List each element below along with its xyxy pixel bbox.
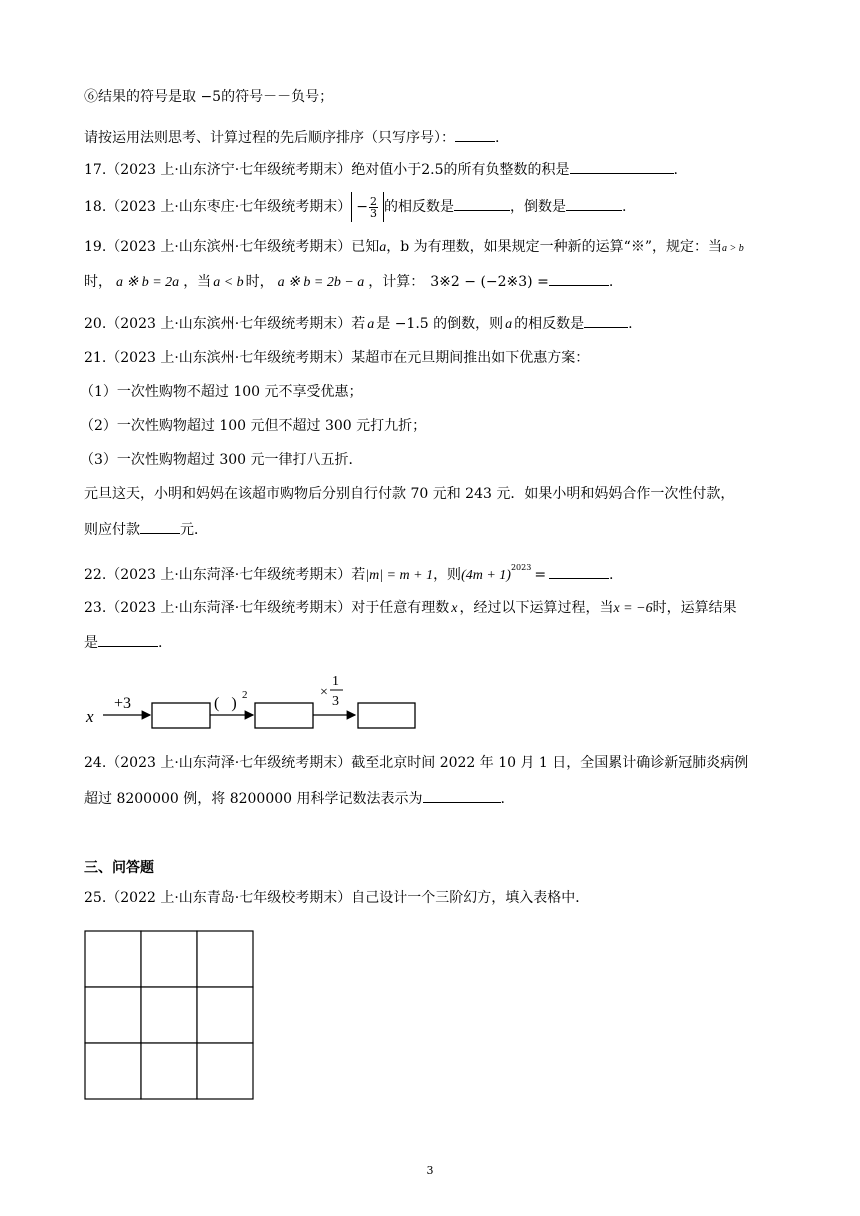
q18-abs-value: − $\frac{2}{3}$ — [351, 192, 384, 222]
order-instruction — [84, 126, 499, 148]
period: . — [608, 274, 614, 290]
q17-number: 2.5 — [421, 162, 444, 178]
answer-blank[interactable] — [584, 312, 628, 328]
grid-cell[interactable] — [85, 931, 141, 987]
period: . — [621, 199, 627, 215]
q22-text: 22.（2023 上·山东菏泽·七年级统考期末）若 — [84, 567, 366, 583]
q18-text-3: ，倒数是 — [509, 199, 566, 215]
q22-power-exponent: 2023 — [510, 563, 532, 572]
flow-op-square-exponent: 2 — [242, 689, 248, 701]
grid-cell[interactable] — [141, 931, 197, 987]
answer-blank[interactable] — [140, 518, 180, 534]
answer-blank[interactable] — [566, 195, 622, 211]
flow-op-fraction-denominator: 3 — [332, 694, 339, 709]
equals-sign: = — [534, 567, 547, 583]
q17-text-2: 的所有负整数的积是 — [443, 162, 570, 178]
q21-option-3: （3）一次性购物超过 300 元一律打八五折． — [80, 452, 363, 468]
q18-text: 18.（2023 上·山东枣庄·七年级统考期末） — [84, 199, 352, 215]
flow-input-x: x — [86, 707, 94, 726]
var-x: x — [451, 601, 458, 616]
flow-box-2 — [255, 703, 313, 728]
question-25: 25.（2022 上·山东青岛·七年级校考期末）自己设计一个三阶幻方，填入表格中． — [84, 890, 590, 906]
question-19-line-1 — [84, 237, 744, 259]
answer-blank[interactable] — [549, 270, 609, 286]
q19-condition-gt: a > b — [721, 243, 744, 254]
q19-rule-1: a ※ b = 2a — [116, 275, 180, 290]
flow-op-add-3: +3 — [114, 695, 132, 712]
period: . — [158, 635, 163, 651]
q20-text-2: 是 −1.5 的倒数，则 — [376, 316, 504, 332]
answer-blank[interactable] — [98, 631, 158, 647]
q19-text: 19.（2023 上·山东滨州·七年级统考期末）已知 — [84, 239, 380, 255]
question-23-line-1 — [84, 598, 737, 619]
q21-answer-line — [84, 518, 208, 540]
grid-cell[interactable] — [141, 987, 197, 1043]
q17-text: 17.（2023 上·山东济宁·七年级统考期末）绝对值小于 — [84, 162, 422, 178]
step-6-text: ⑥结果的符号是取 −5的符号－－负号； — [84, 89, 334, 105]
q20-text-3: 的相反数是 — [514, 316, 585, 332]
q22-text-2: ，则 — [433, 567, 462, 583]
question-23-line-2 — [84, 631, 162, 653]
q18-text-2: 的相反数是 — [383, 199, 454, 215]
q19-condition-lt: a < b — [213, 275, 244, 290]
q19-text-3: 时， — [84, 274, 112, 290]
question-18 — [84, 192, 626, 222]
flow-op-times: × — [320, 685, 328, 700]
answer-blank[interactable] — [454, 195, 510, 211]
question-19-line-2 — [84, 270, 613, 293]
order-instruction-text: 请按运用法则思考、计算过程的先后顺序排序（只写序号）： — [84, 130, 455, 146]
q23-text-3: 时，运算结果 — [652, 600, 737, 616]
q21-option-1: （1）一次性购物不超过 100 元不享受优惠； — [80, 384, 363, 400]
q23-text-4: 是 — [84, 635, 98, 651]
grid-cell[interactable] — [197, 987, 253, 1043]
q21-text: 则应付款 — [84, 522, 140, 538]
question-20 — [84, 312, 633, 335]
section-title: 三、问答题 — [84, 860, 154, 876]
q19-text-6: ，计算： — [368, 274, 425, 290]
q19-rule-2: a ※ b = 2b − a — [277, 275, 365, 290]
period: . — [495, 130, 500, 146]
question-24-line-1: 24.（2023 上·山东菏泽·七年级统考期末）截至北京时间 2022 年 10 月 1 日，全国累计确诊新冠肺炎病例 — [84, 755, 749, 771]
period: . — [609, 567, 614, 583]
answer-blank[interactable] — [549, 563, 609, 579]
q23-text-2: ，经过以下运算过程，当 — [459, 600, 614, 616]
q19-text-4: ，当 — [183, 274, 212, 290]
q21-option-2: （2）一次性购物超过 100 元但不超过 300 元打九折； — [80, 418, 427, 434]
flow-op-square: ( ) — [214, 695, 237, 712]
var-a: a — [505, 317, 513, 332]
flow-op-fraction-numerator: 1 — [332, 674, 339, 689]
question-21: 21.（2023 上·山东滨州·七年级统考期末）某超市在元旦期间推出如下优惠方案： — [84, 350, 590, 366]
answer-blank[interactable] — [570, 158, 674, 174]
question-22 — [84, 558, 614, 586]
grid-cell[interactable] — [85, 1043, 141, 1099]
q22-power-base: (4m + 1) — [461, 568, 511, 583]
grid-cell[interactable] — [197, 931, 253, 987]
var-a: a — [367, 317, 375, 332]
q24-text: 超过 8200000 例，将 8200000 用科学记数法表示为 — [84, 791, 423, 807]
var-a: a — [379, 240, 387, 255]
question-24-line-2 — [84, 787, 505, 809]
period: . — [628, 316, 633, 332]
fraction-denominator: 3 — [369, 206, 377, 220]
grid-cell[interactable] — [85, 987, 141, 1043]
page-number: 3 — [426, 1164, 434, 1177]
grid-cell[interactable] — [141, 1043, 197, 1099]
q21-description: 元旦这天，小明和妈妈在该超市购物后分别自行付款 70 元和 243 元．如果小明和妈妈合作一次性付款， — [84, 486, 735, 502]
q23-condition: x = −6 — [613, 601, 653, 616]
q18-fraction — [369, 196, 378, 219]
q19-text-2: ，b 为有理数，如果规定一种新的运算“※”，规定：当 — [386, 239, 722, 255]
grid-cell[interactable] — [197, 1043, 253, 1099]
q19-text-5: 时， — [245, 274, 274, 290]
period: . — [673, 162, 678, 178]
answer-blank[interactable] — [423, 787, 501, 803]
flow-box-3 — [358, 703, 415, 728]
flow-box-1 — [152, 703, 210, 728]
q21-unit: 元． — [180, 522, 208, 538]
q19-calculation: 3※2 − (−2※3) = — [430, 274, 549, 290]
question-17 — [84, 158, 678, 180]
q23-text: 23.（2023 上·山东菏泽·七年级统考期末）对于任意有理数 — [84, 600, 450, 616]
q22-condition: |m| = m + 1 — [365, 568, 434, 583]
q20-text: 20.（2023 上·山东滨州·七年级统考期末）若 — [84, 316, 366, 332]
period: . — [500, 791, 505, 807]
answer-blank[interactable] — [455, 126, 495, 142]
fraction-numerator: 2 — [369, 194, 377, 208]
